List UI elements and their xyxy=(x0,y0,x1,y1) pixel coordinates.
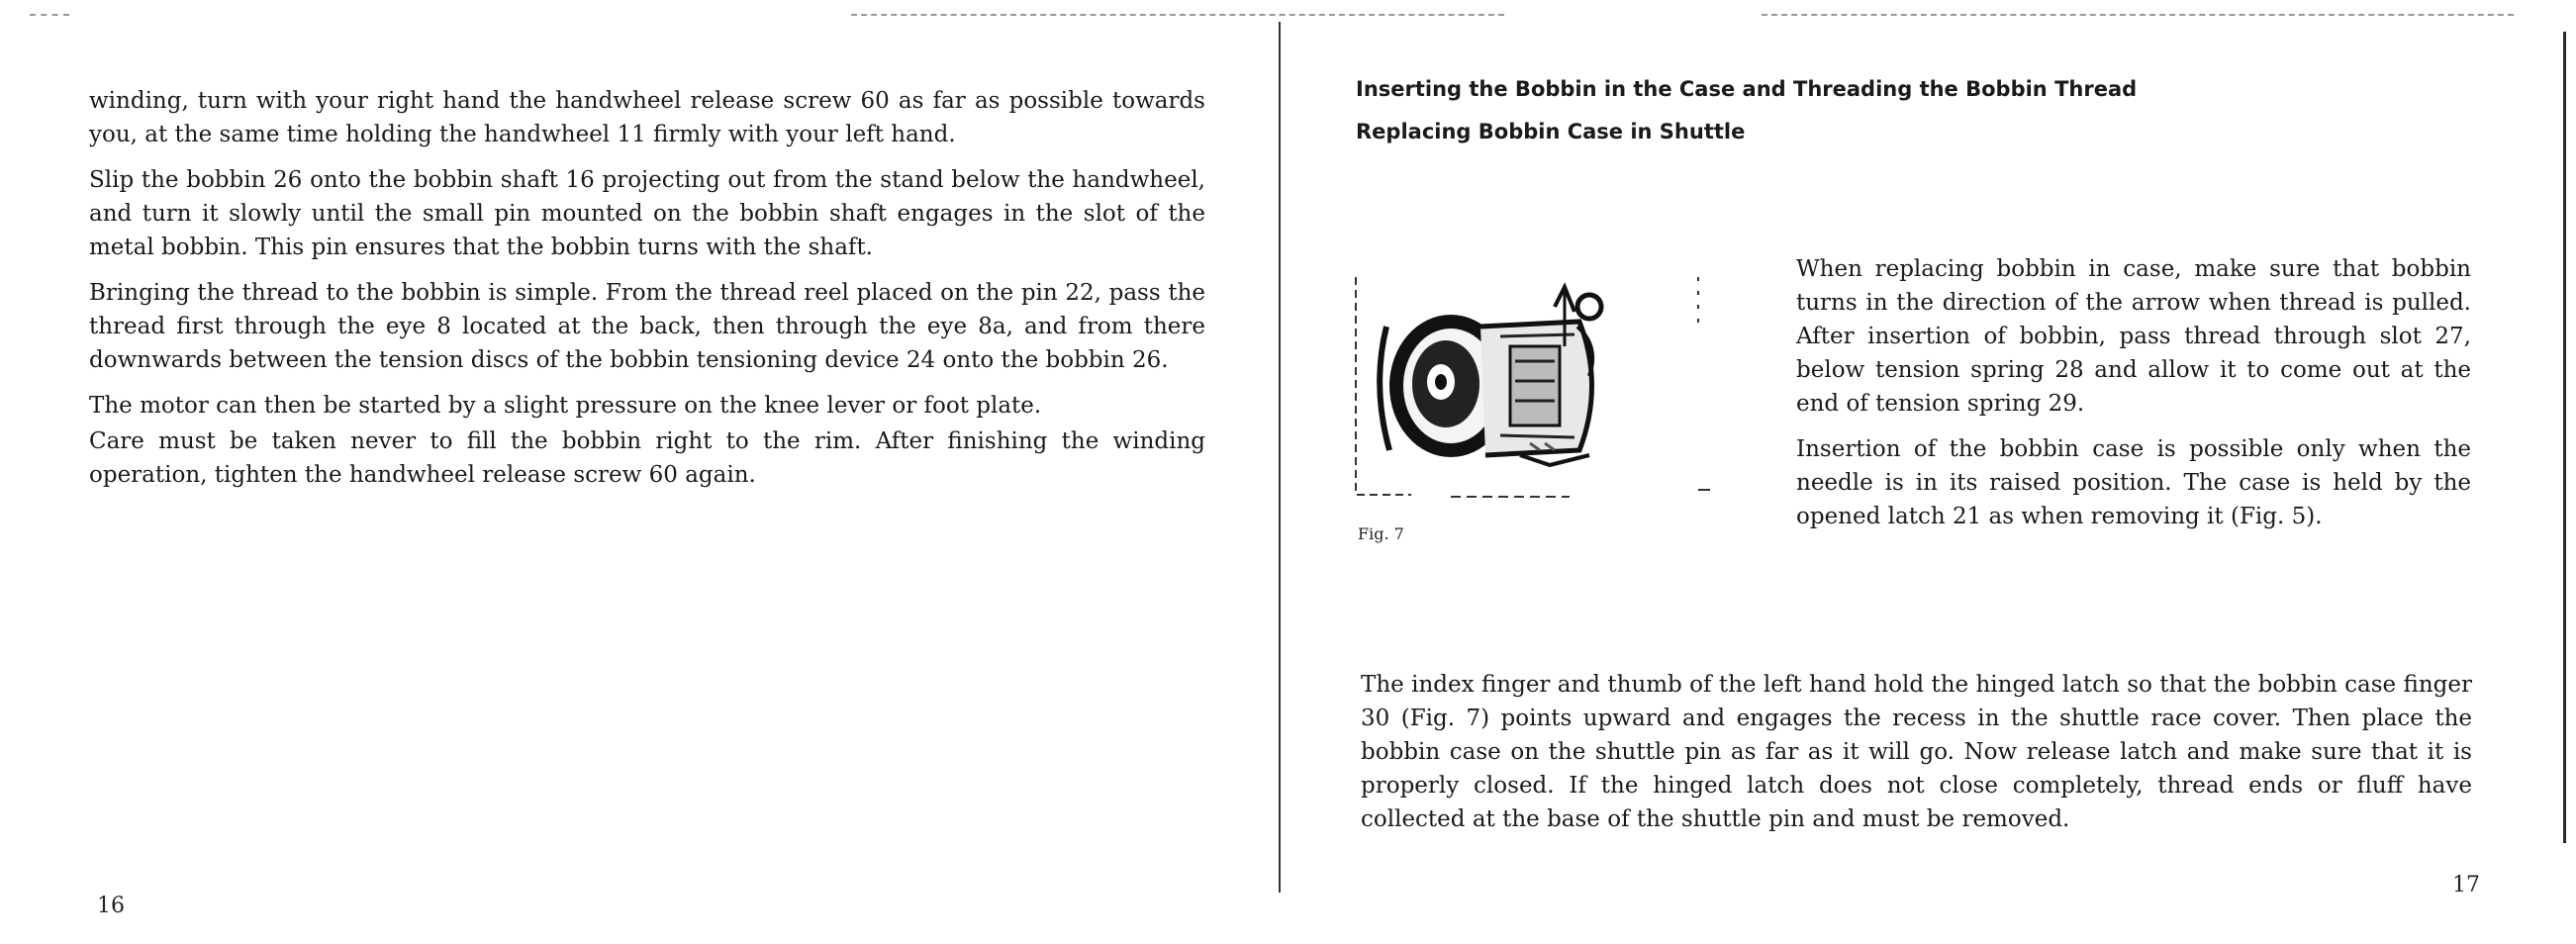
page-gutter xyxy=(1279,22,1281,893)
left-page xyxy=(89,84,1205,504)
right-paragraph-3: The index finger and thumb of the left hand hold the hinged latch so that the bobbin case finger 30 (Fig. 7) points upward and engages the recess in the shuttle race cover. Then place the bobbin case on the shuttle pin as far as it will go. Now release latch and make sure that it is properly closed. If the hinged latch does not close completely, thread ends or fluff have collected at the base of the shuttle pin and must be removed. xyxy=(1361,672,2472,832)
left-paragraph-5: Care must be taken never to fill the bobbin right to the rim. After finishing the winding operation, tighten the handwheel release screw 60 again. xyxy=(89,428,1205,488)
left-paragraph-2: Slip the bobbin 26 onto the bobbin shaft 16 projecting out from the stand below the handwheel, and turn it slowly until the small pin mounted on the bobbin shaft engages in the slot of the metal bobbin. This pin ensures that the bobbin turns with the shaft. xyxy=(89,167,1205,260)
section-heading-2: Replacing Bobbin Case in Shuttle xyxy=(1356,120,1746,143)
scan-artifact-left xyxy=(30,14,69,16)
left-paragraph-4: The motor can then be started by a slight pressure on the knee lever or foot plate. xyxy=(89,393,1042,419)
right-paragraph-1: When replacing bobbin in case, make sure that bobbin turns in the direction of the arrow when thread is pulled. After insertion of bobbin, pass thread through slot 27, below tension spring 28 and allow it to come out at the end of tension spring 29. xyxy=(1796,256,2471,417)
left-paragraph-1: winding, turn with your right hand the handwheel release screw 60 as far as possible towards you, at the same time holding the handwheel 11 firmly with your left hand. xyxy=(89,88,1205,147)
right-page-edge xyxy=(2563,32,2566,843)
figure-7-illustration xyxy=(1352,267,1718,505)
figure-caption: Fig. 7 xyxy=(1358,524,1404,543)
page-number-right: 17 xyxy=(2452,873,2480,897)
right-bottom-text xyxy=(1361,668,2472,848)
scan-artifact-top-right xyxy=(1762,14,2514,16)
right-column-text xyxy=(1796,252,2471,545)
section-heading-1: Inserting the Bobbin in the Case and Threading the Bobbin Thread xyxy=(1356,77,2138,101)
right-paragraph-2: Insertion of the bobbin case is possible only when the needle is in its raised position. The case is held by the opened latch 21 as when removing it (Fig. 5). xyxy=(1796,436,2471,529)
bobbin-case-drawing xyxy=(1352,267,1718,505)
left-paragraph-3: Bringing the thread to the bobbin is simple. From the thread reel placed on the pin 22, pass the thread first through the eye 8 located at the back, then through the eye 8a, and from there downwards between the tension discs of the bobbin tensioning device 24 onto the bobbin 26. xyxy=(89,280,1205,373)
page-number-left: 16 xyxy=(97,894,125,918)
scan-artifact-top-center xyxy=(851,14,1504,16)
